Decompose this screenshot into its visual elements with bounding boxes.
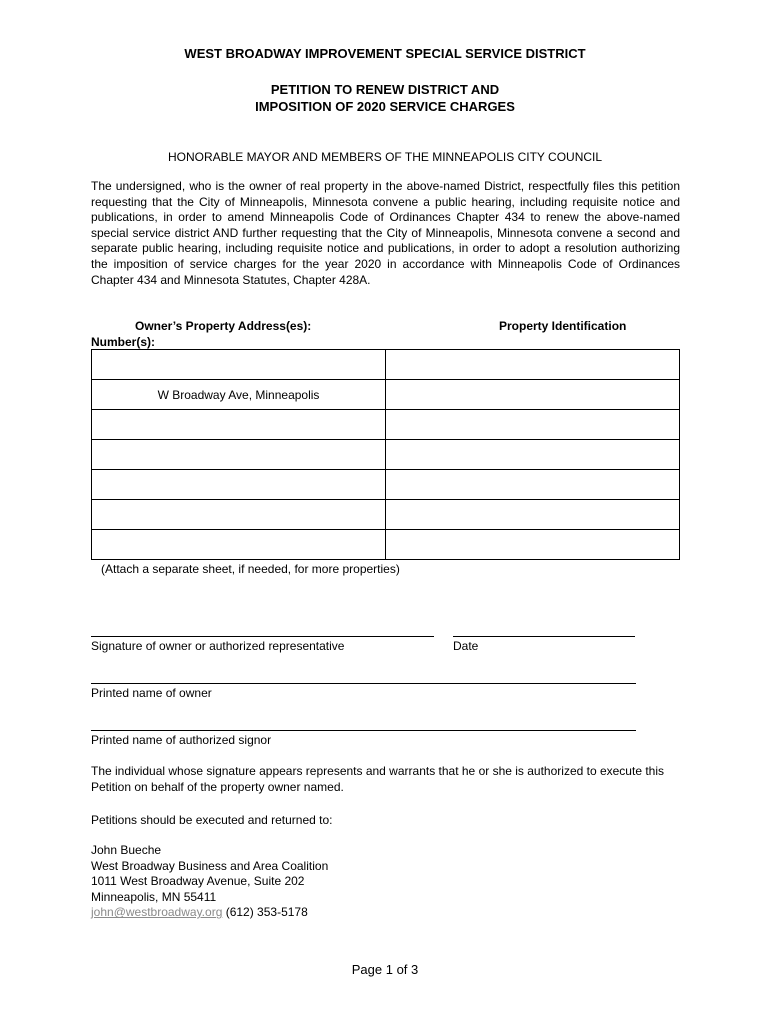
owner-address-cell[interactable] xyxy=(92,500,386,530)
table-row xyxy=(92,410,680,440)
contact-block xyxy=(91,843,328,921)
property-id-header: Property Identification xyxy=(499,319,627,333)
petition-title-line1: PETITION TO RENEW DISTRICT AND xyxy=(270,82,500,97)
owner-address-cell[interactable]: W Broadway Ave, Minneapolis xyxy=(92,380,386,410)
printed-name-label: Printed name of owner xyxy=(91,686,212,700)
contact-address: 1011 West Broadway Avenue, Suite 202 xyxy=(91,874,305,889)
table-row xyxy=(92,500,680,530)
signature-line[interactable] xyxy=(91,636,434,637)
contact-phone: (612) 353-5178 xyxy=(222,905,308,920)
table-row xyxy=(92,530,680,560)
owner-address-cell[interactable] xyxy=(92,410,386,440)
table-row xyxy=(92,380,680,410)
contact-city: Minneapolis, MN 55411 xyxy=(91,889,217,904)
contact-name: John Bueche xyxy=(91,843,162,857)
signor-name-line[interactable] xyxy=(91,730,636,731)
contact-organization: West Broadway Business and Area Coalition xyxy=(91,858,329,873)
contact-email-phone-line xyxy=(91,905,328,921)
return-instructions: Petitions should be executed and returned to: xyxy=(91,813,333,827)
document-title: WEST BROADWAY IMPROVEMENT SPECIAL SERVICE DISTRICT xyxy=(184,46,586,61)
property-id-cell[interactable] xyxy=(386,380,680,410)
property-id-cell[interactable] xyxy=(386,350,680,380)
property-id-cell[interactable] xyxy=(386,500,680,530)
table-row xyxy=(92,350,680,380)
printed-name-line[interactable] xyxy=(91,683,636,684)
owner-address-cell[interactable] xyxy=(92,350,386,380)
date-label: Date xyxy=(453,639,479,653)
owner-address-header: Owner’s Property Address(es): xyxy=(135,319,312,333)
property-id-cell[interactable] xyxy=(386,440,680,470)
addressee: HONORABLE MAYOR AND MEMBERS OF THE MINNEAPOLIS CITY COUNCIL xyxy=(167,150,603,164)
property-id-cell[interactable] xyxy=(386,470,680,500)
property-id-cell[interactable] xyxy=(386,410,680,440)
signature-label: Signature of owner or authorized representative xyxy=(91,639,345,653)
owner-address-cell[interactable] xyxy=(92,440,386,470)
attach-note: (Attach a separate sheet, if needed, for more properties) xyxy=(101,562,400,576)
property-id-cell[interactable] xyxy=(386,530,680,560)
owner-address-cell[interactable] xyxy=(92,530,386,560)
property-numbers-header: Number(s): xyxy=(91,335,156,349)
table-row xyxy=(92,440,680,470)
email-link[interactable]: john@westbroadway.org xyxy=(91,905,223,920)
warrant-paragraph: The individual whose signature appears represents and warrants that he or she is authorized to execute this Petition on behalf of the property owner named. xyxy=(91,764,664,794)
petition-title-line2: IMPOSITION OF 2020 SERVICE CHARGES xyxy=(255,99,515,114)
property-table xyxy=(91,349,680,560)
owner-address-cell[interactable] xyxy=(92,470,386,500)
intro-paragraph: The undersigned, who is the owner of real property in the above-named District, respectfully files this petition requesting that the City of Minneapolis, Minnesota convene a public hearing, including requisite notice and publications, in order to amend Minneapolis Code of Ordinances Chapter 434 to renew the above-named special service district AND further requesting that the City of Minneapolis, Minnesota convene a second and separate public hearing, including requisite notice and publications, in order to adopt a resolution authorizing the imposition of service charges for the year 2020 in accordance with Minneapolis Code of Ordinances Chapter 434 and Minnesota Statutes, Chapter 428A. xyxy=(91,179,680,287)
date-line[interactable] xyxy=(453,636,635,637)
signor-name-label: Printed name of authorized signor xyxy=(91,733,272,747)
page-number: Page 1 of 3 xyxy=(351,962,419,977)
table-row xyxy=(92,470,680,500)
